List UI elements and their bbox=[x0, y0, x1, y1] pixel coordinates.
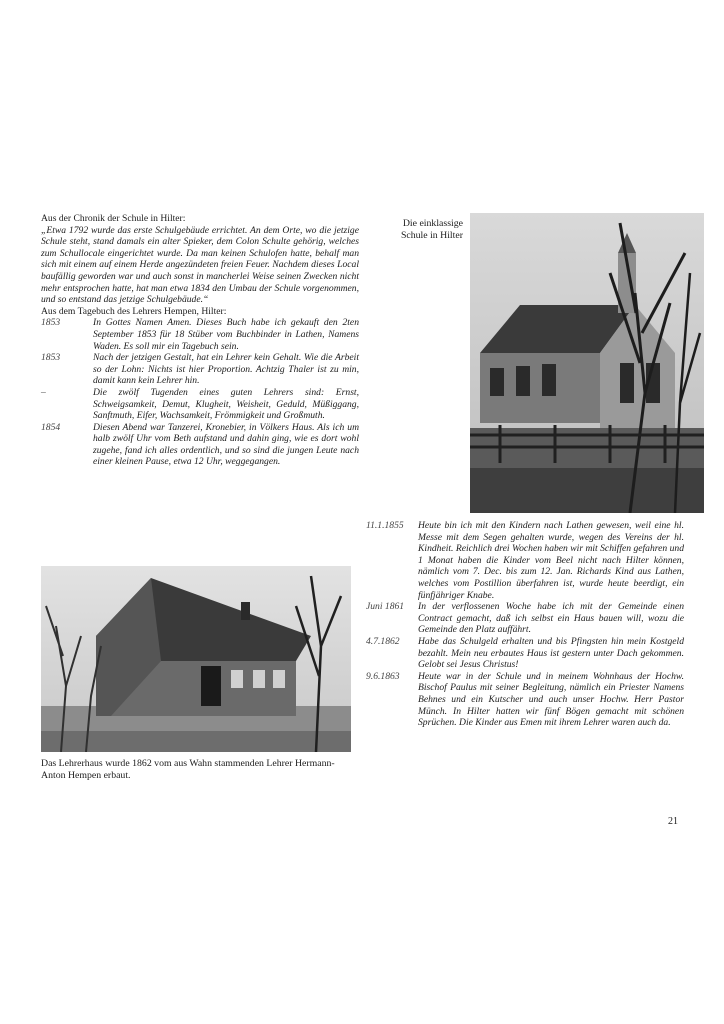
diary-entry bbox=[366, 520, 684, 601]
diary-entry bbox=[366, 636, 684, 671]
entry-date: 1853 bbox=[41, 352, 61, 364]
entry-text: Habe das Schulgeld erhalten und bis Pfingsten hin mein Kostgeld bezahlt. Mein neu erbautes Haus ist gestern unter Dach gekommen. Gelobt sei Jesus Christus! bbox=[418, 635, 684, 671]
entry-text: Die zwölf Tugenden eines guten Lehrers sind: Ernst, Schweigsamkeit, Demut, Klugheit, Weisheit, Geduld, Müßiggang, Sanftmuth, Eifer, Wachsamkeit, Frömmigkeit und Großmuth. bbox=[93, 386, 359, 422]
entry-text: Nach der jetzigen Gestalt, hat ein Lehrer kein Gehalt. Wie die Arbeit so der Lohn: Nichts ist hier Proportion. Achtzig Thaler ist zu min, damit kann kein Lehrer hin. bbox=[93, 352, 359, 387]
diary-entry bbox=[366, 671, 684, 729]
diary-entries-right bbox=[366, 520, 684, 729]
entry-date: – bbox=[41, 386, 46, 398]
chronicle-heading: Aus der Chronik der Schule in Hilter: bbox=[41, 213, 186, 224]
entry-date: 11.1.1855 bbox=[366, 520, 404, 531]
entry-date: Juni 1861 bbox=[366, 601, 405, 613]
entry-date: 4.7.1862 bbox=[366, 635, 400, 647]
chronicle-quote: „Etwa 1792 wurde das erste Schulgebäude errichtet. An dem Orte, wo die jetzige Schule steht, stand damals ein alter Spieker, dem Colon Schulte gehörig, welches zum Schullocale eingerichtet wurde. Da man keinen Schulofen hatte, behalf man sich mit einem auf einem Herde angezündeten freien Feuer. Nachdem dieses Local baufällig geworden war und auch sonst in mancherlei Weise seinen Zwecken nicht mehr entsprochen hatte, hat man etwa 1834 den Umbau der Schule vorgenommen, und so entstand das jetzige Schulgebäude.“ bbox=[41, 224, 359, 306]
school-photo bbox=[470, 213, 704, 513]
entry-date: 9.6.1863 bbox=[366, 670, 400, 682]
diary-entry bbox=[366, 601, 684, 636]
diary-entry bbox=[41, 317, 359, 352]
page-number: 21 bbox=[668, 816, 678, 827]
diary-entry bbox=[41, 387, 359, 422]
diary-heading: Aus dem Tagebuch des Lehrers Hempen, Hilter: bbox=[41, 305, 227, 317]
entry-text: Heute bin ich mit den Kindern nach Lathen gewesen, weil eine hl. Messe mit dem Segen gehalten wurde, wegen des Vereins der hl. Kindheit. Reichlich drei Wochen haben wir mit Schiffen gefahren und 1 Monat haben die Kinder vom Beel nicht nach Hilter können, nämlich vom 7. Dec. bis zum 12. Jan. Richards Kind aus Lathen, welches vom Postillion überfahren ist, wurde heute beerdigt, ein fünfjähriger Knabe. bbox=[418, 520, 684, 601]
school-photo-caption: Die einklassige Schule in Hilter bbox=[400, 218, 463, 241]
entry-text: Diesen Abend war Tanzerei, Kronebier, in Völkers Haus. Als ich um halb zwölf Uhr vom Beth aufstand und dahin ging, wie es dort wohl zugehe, fand ich alles ordentlich, und so sind die jungen Leute nach einer kleinen Pause, etwa 12 Uhr, weggegangen. bbox=[93, 421, 359, 468]
diary-entry bbox=[41, 422, 359, 468]
entry-text: Heute war in der Schule und in meinem Wohnhaus der Hochw. Bischof Paulus mit seiner Begleitung, nämlich ein Priester Namens Behnes und ein Kutscher und auch unser Hochw. Herr Pastor Münch. In Hilter hatten wir fünf Bögen gemacht mit schönen Sprüchen. Die Kinder aus Emen mit ihrem Lehrer waren auch da. bbox=[418, 670, 684, 729]
diary-entries-left bbox=[41, 317, 359, 468]
entry-date: 1854 bbox=[41, 421, 61, 433]
entry-text: In Gottes Namen Amen. Dieses Buch habe ich gekauft den 2ten September 1853 für 18 Stüber vom Buchbinder in Lathen, Namens Waden. Es soll mir ein Tagebuch sein. bbox=[93, 317, 359, 352]
chronicle-section bbox=[41, 213, 359, 468]
teacher-house-photo bbox=[41, 566, 351, 752]
entry-date: 1853 bbox=[41, 317, 61, 329]
diary-entry bbox=[41, 352, 359, 387]
house-photo-caption: Das Lehrerhaus wurde 1862 vom aus Wahn stammenden Lehrer Hermann-Anton Hempen erbaut. bbox=[41, 758, 335, 781]
entry-text: In der verflossenen Woche habe ich mit der Gemeinde einen Contract gemacht, daß ich selbst ein Haus bauen will, wozu die Gemeinde den Platz auffährt. bbox=[418, 601, 684, 636]
